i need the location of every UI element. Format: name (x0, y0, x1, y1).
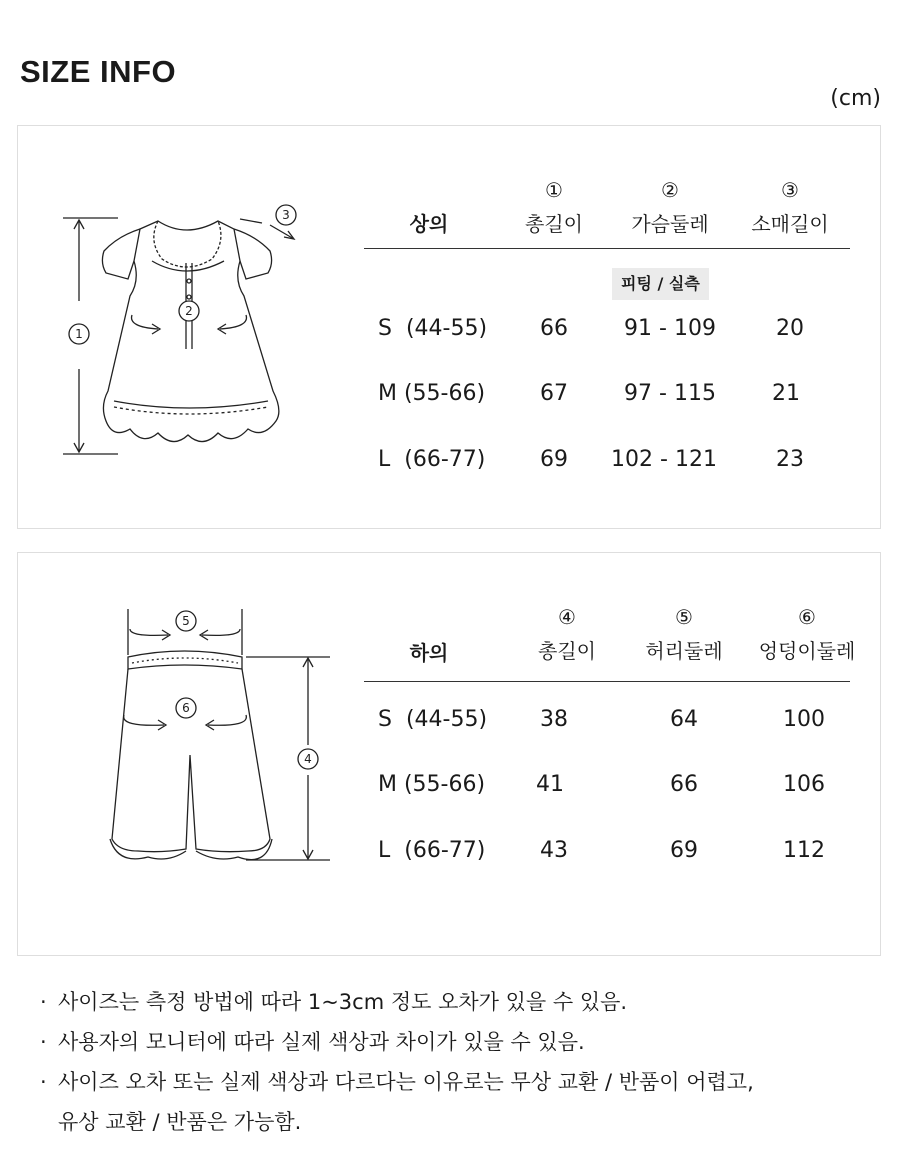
table-row (364, 447, 850, 487)
table-row (364, 838, 850, 878)
col-2-number: ② (661, 178, 679, 202)
col-6-number: ⑥ (798, 605, 816, 629)
size-label: L (66-77) (378, 447, 486, 472)
marker-5: 5 (182, 614, 190, 628)
total-length: 38 (540, 707, 568, 732)
page-title: SIZE INFO (20, 54, 177, 89)
sleeve: 21 (772, 381, 800, 406)
col-3-label: 소매길이 (751, 212, 829, 236)
hip: 106 (783, 772, 825, 797)
top-size-panel (17, 125, 881, 529)
note-text: 사이즈는 측정 방법에 따라 1~3cm 정도 오차가 있을 수 있음. (58, 990, 628, 1014)
bullet: · (40, 1070, 47, 1094)
notes-list (40, 982, 754, 1142)
note-item-continued (40, 1102, 754, 1142)
chest: 91 - 109 (624, 316, 716, 341)
marker-2: 2 (185, 304, 193, 318)
waist: 64 (670, 707, 698, 732)
marker-6: 6 (182, 701, 190, 715)
note-item (40, 982, 754, 1022)
sleeve: 23 (776, 447, 804, 472)
chest: 102 - 121 (611, 447, 717, 472)
total-length: 67 (540, 381, 568, 406)
note-item (40, 1022, 754, 1062)
bottom-table-header (364, 605, 856, 685)
bullet: · (40, 990, 47, 1014)
hip: 112 (783, 838, 825, 863)
note-text: 유상 교환 / 반품은 가능함. (58, 1110, 302, 1134)
col-6-label: 엉덩이둘레 (758, 639, 856, 663)
top-size-table (364, 178, 850, 472)
total-length: 69 (540, 447, 568, 472)
col-2-label: 가슴둘레 (631, 212, 709, 236)
col-3-number: ③ (781, 178, 799, 202)
top-category-label: 상의 (409, 212, 449, 236)
chest: 97 - 115 (624, 381, 716, 406)
col-5-label: 허리둘레 (645, 639, 723, 663)
marker-1: 1 (75, 327, 83, 341)
size-label: S (44-55) (378, 707, 488, 732)
hip: 100 (783, 707, 825, 732)
marker-3: 3 (282, 208, 290, 222)
bullet: · (40, 1030, 47, 1054)
header-divider (364, 248, 850, 249)
table-row (364, 707, 850, 747)
unit-label: (cm) (830, 86, 881, 111)
bottom-size-table (364, 605, 856, 863)
total-length: 43 (540, 838, 568, 863)
fitting-badge: 피팅 / 실측 (612, 268, 709, 300)
total-length: 41 (536, 772, 564, 797)
col-5-number: ⑤ (675, 605, 693, 629)
header-divider (364, 681, 850, 682)
waist: 69 (670, 838, 698, 863)
waist: 66 (670, 772, 698, 797)
col-1-label: 총길이 (525, 212, 583, 236)
size-label: M (55-66) (378, 381, 486, 406)
sleeve: 20 (776, 316, 804, 341)
pants-illustration (98, 605, 338, 875)
bottom-category-label: 하의 (409, 641, 449, 665)
table-row (364, 772, 850, 812)
table-row (364, 381, 850, 421)
top-garment-illustration (58, 201, 318, 461)
note-item (40, 1062, 754, 1102)
size-label: L (66-77) (378, 838, 486, 863)
size-label: S (44-55) (378, 316, 488, 341)
col-1-number: ① (545, 178, 563, 202)
bottom-size-panel (17, 552, 881, 956)
table-row (364, 316, 850, 356)
note-text: 사이즈 오차 또는 실제 색상과 다르다는 이유로는 무상 교환 / 반품이 어렵고, (58, 1070, 754, 1094)
col-4-number: ④ (558, 605, 576, 629)
size-label: M (55-66) (378, 772, 486, 797)
note-text: 사용자의 모니터에 따라 실제 색상과 차이가 있을 수 있음. (58, 1030, 585, 1054)
total-length: 66 (540, 316, 568, 341)
top-table-header (364, 178, 850, 258)
col-4-label: 총길이 (538, 639, 596, 663)
marker-4: 4 (304, 752, 312, 766)
